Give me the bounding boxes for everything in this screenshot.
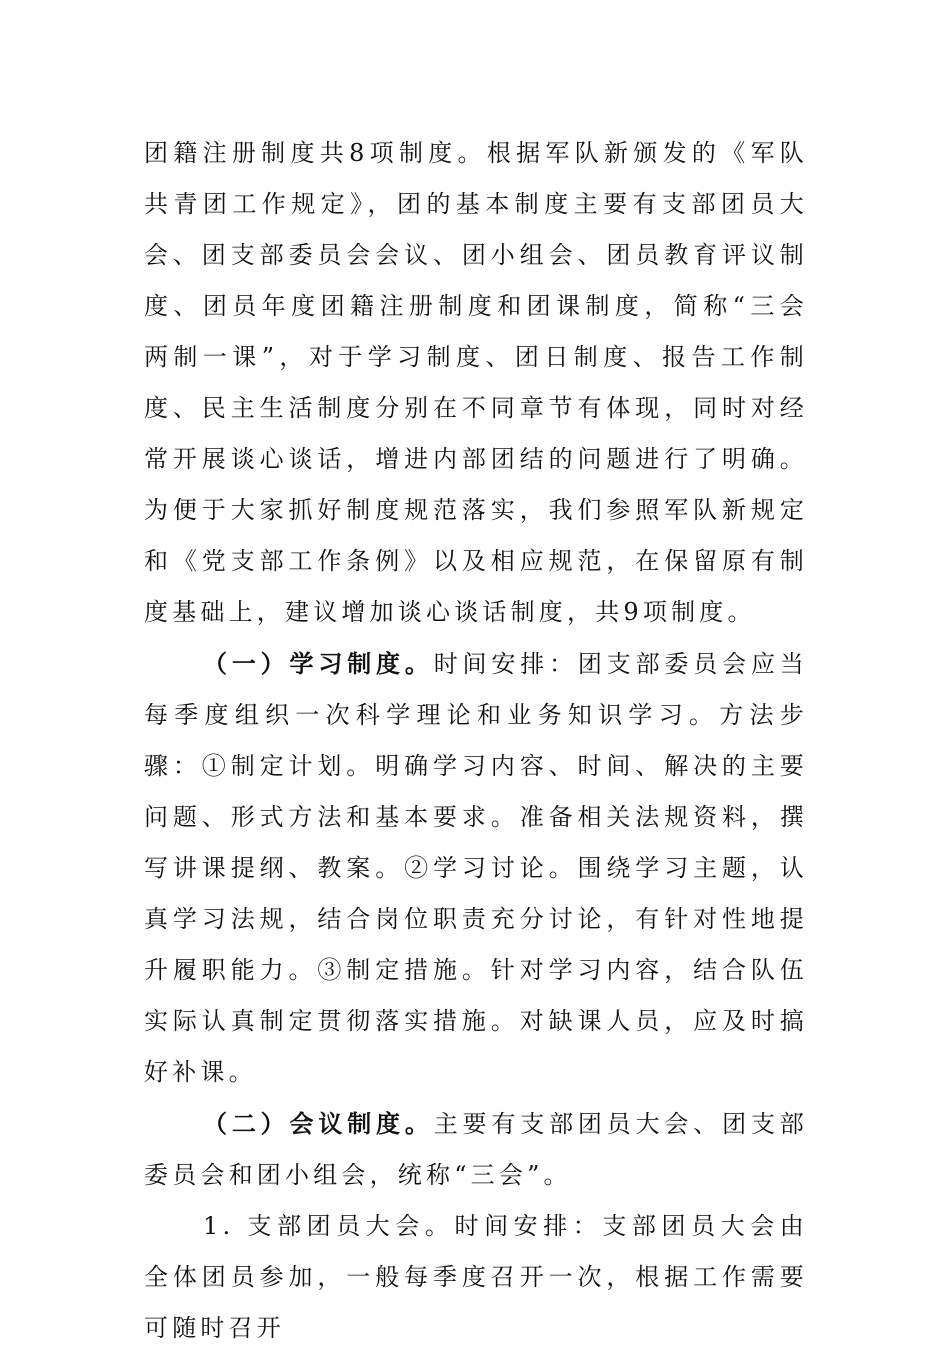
section-heading-study: （一）学习制度。 — [203, 649, 434, 678]
paragraph-study-system — [144, 638, 808, 1098]
section-heading-meeting: （二）会议制度。 — [203, 1109, 434, 1138]
paragraph-branch-assembly: 1. 支部团员大会。时间安排：支部团员大会由全体团员参加，一般每季度召开一次，根据工作需要可随时召开 — [144, 1212, 808, 1342]
section-body-study: 时间安排：团支部委员会应当每季度组织一次科学理论和业务知识学习。方法步骤：①制定计划。明确学习内容、时间、解决的主要问题、形式方法和基本要求。准备相关法规资料，撰写讲课提纲、教案。②学习讨论。围绕学习主题，认真学习法规，结合岗位职责充分讨论，有针对性地提升履职能力。③制定措施。针对学习内容，结合队伍实际认真制定贯彻落实措施。对缺课人员，应及时搞好补课。 — [144, 650, 808, 1086]
section-body-meeting: 主要有支部团员大会、团支部委员会和团小组会，统称“三会”。 — [144, 1110, 808, 1189]
paragraph-intro: 团籍注册制度共8项制度。根据军队新颁发的《军队共青团工作规定》，团的基本制度主要有支部团员大会、团支部委员会会议、团小组会、团员教育评议制度、团员年度团籍注册制度和团课制度，简称“三会两制一课”，对于学习制度、团日制度、报告工作制度、民主生活制度分别在不同章节有体现，同时对经常开展谈心谈话，增进内部团结的问题进行了明确。为便于大家抓好制度规范落实，我们参照军队新规定和《党支部工作条例》以及相应规范，在保留原有制度基础上，建议增加谈心谈话制度，共9项制度。 — [144, 139, 808, 626]
document-page — [144, 128, 808, 1354]
paragraph-meeting-system — [144, 1098, 808, 1201]
